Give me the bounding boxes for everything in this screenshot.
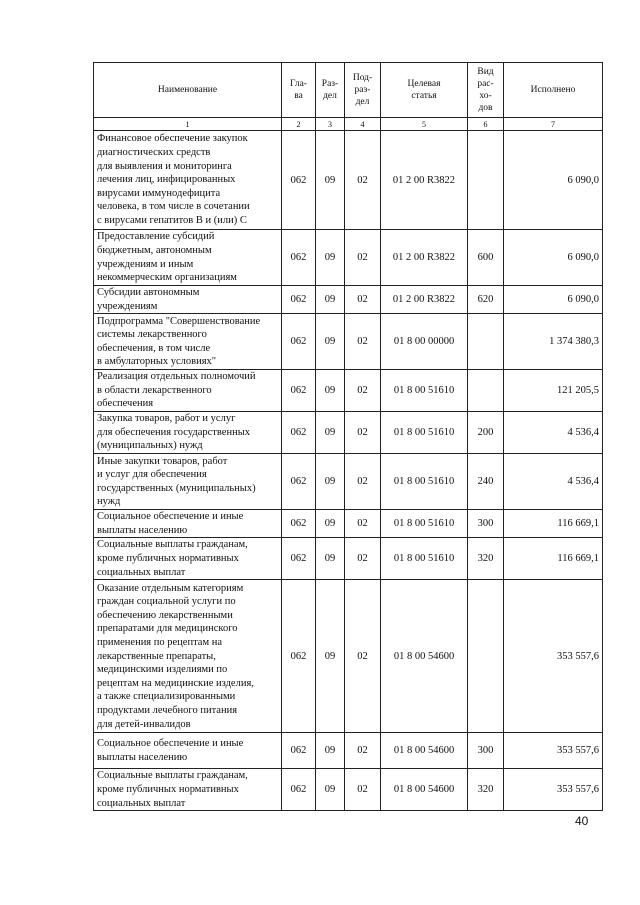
table-row (94, 370, 603, 412)
table-row (94, 314, 603, 370)
cell-target-article: 01 8 00 51610 (381, 510, 468, 538)
cell-chapter: 062 (282, 370, 316, 412)
table-header (94, 63, 603, 131)
column-number: 6 (468, 118, 504, 131)
column-number-row (94, 118, 603, 131)
cell-target-article: 01 8 00 54600 (381, 733, 468, 769)
page-number: 40 (575, 814, 589, 828)
cell-section: 09 (316, 733, 345, 769)
cell-chapter: 062 (282, 538, 316, 580)
cell-subsection: 02 (345, 769, 381, 811)
cell-expense-type: 300 (468, 733, 504, 769)
table-row (94, 286, 603, 314)
cell-executed: 6 090,0 (504, 131, 603, 230)
cell-target-article: 01 8 00 51610 (381, 370, 468, 412)
cell-executed: 4 536,4 (504, 412, 603, 454)
column-number: 2 (282, 118, 316, 131)
cell-subsection: 02 (345, 314, 381, 370)
cell-chapter: 062 (282, 454, 316, 510)
cell-expense-type: 200 (468, 412, 504, 454)
cell-subsection: 02 (345, 286, 381, 314)
table-row (94, 131, 603, 230)
cell-executed: 353 557,6 (504, 580, 603, 733)
header-row (94, 63, 603, 118)
budget-table (93, 62, 603, 811)
cell-subsection: 02 (345, 454, 381, 510)
table-row (94, 580, 603, 733)
cell-expense-type (468, 370, 504, 412)
cell-executed: 121 205,5 (504, 370, 603, 412)
cell-target-article: 01 8 00 54600 (381, 769, 468, 811)
header-subsection: Под- раз- дел (345, 63, 381, 118)
column-number: 4 (345, 118, 381, 131)
header-executed: Исполнено (504, 63, 603, 118)
cell-executed: 353 557,6 (504, 733, 603, 769)
cell-executed: 353 557,6 (504, 769, 603, 811)
table-row (94, 454, 603, 510)
cell-chapter: 062 (282, 769, 316, 811)
cell-target-article: 01 2 00 R3822 (381, 230, 468, 286)
cell-subsection: 02 (345, 370, 381, 412)
cell-name: Предоставление субсидий бюджетным, автономным учреждениям и иным некоммерческим организациям (94, 230, 282, 286)
cell-name: Субсидии автономным учреждениям (94, 286, 282, 314)
cell-executed: 116 669,1 (504, 538, 603, 580)
cell-subsection: 02 (345, 131, 381, 230)
cell-name: Иные закупки товаров, работ и услуг для обеспечения государственных (муниципальных) нужд (94, 454, 282, 510)
cell-executed: 1 374 380,3 (504, 314, 603, 370)
header-name: Наименование (94, 63, 282, 118)
column-number: 3 (316, 118, 345, 131)
cell-chapter: 062 (282, 510, 316, 538)
cell-expense-type: 600 (468, 230, 504, 286)
cell-expense-type: 300 (468, 510, 504, 538)
cell-target-article: 01 8 00 51610 (381, 454, 468, 510)
cell-subsection: 02 (345, 538, 381, 580)
cell-chapter: 062 (282, 733, 316, 769)
cell-name: Финансовое обеспечение закупок диагностических средств для выявления и мониторинга лечения лиц, инфицированных вирусами иммунодефицита человека, в том числе в сочетании с вирусами гепатитов В и (или) С (94, 131, 282, 230)
cell-target-article: 01 8 00 54600 (381, 580, 468, 733)
cell-subsection: 02 (345, 230, 381, 286)
cell-name: Социальные выплаты гражданам, кроме публичных нормативных социальных выплат (94, 538, 282, 580)
cell-target-article: 01 8 00 51610 (381, 538, 468, 580)
table-row (94, 733, 603, 769)
cell-subsection: 02 (345, 412, 381, 454)
cell-chapter: 062 (282, 412, 316, 454)
header-section: Раз- дел (316, 63, 345, 118)
cell-expense-type: 320 (468, 769, 504, 811)
cell-chapter: 062 (282, 230, 316, 286)
cell-expense-type: 240 (468, 454, 504, 510)
cell-name: Закупка товаров, работ и услуг для обеспечения государственных (муниципальных) нужд (94, 412, 282, 454)
cell-name: Оказание отдельным категориям граждан социальной услуги по обеспечению лекарственными препаратами для медицинского применения по рецептам на лекарственные препараты, медицинскими изделиями по рецептам на медицинские изделия, а также специализированными продуктами лечебного питания для детей-инвалидов (94, 580, 282, 733)
table-row (94, 230, 603, 286)
cell-name: Социальное обеспечение и иные выплаты населению (94, 510, 282, 538)
column-number: 5 (381, 118, 468, 131)
cell-subsection: 02 (345, 733, 381, 769)
cell-subsection: 02 (345, 510, 381, 538)
cell-name: Социальное обеспечение и иные выплаты населению (94, 733, 282, 769)
cell-expense-type (468, 314, 504, 370)
cell-executed: 116 669,1 (504, 510, 603, 538)
cell-expense-type: 320 (468, 538, 504, 580)
cell-subsection: 02 (345, 580, 381, 733)
cell-chapter: 062 (282, 131, 316, 230)
cell-section: 09 (316, 286, 345, 314)
header-target: Целевая статья (381, 63, 468, 118)
cell-name: Реализация отдельных полномочий в области лекарственного обеспечения (94, 370, 282, 412)
cell-target-article: 01 8 00 00000 (381, 314, 468, 370)
cell-chapter: 062 (282, 314, 316, 370)
table-row (94, 538, 603, 580)
cell-section: 09 (316, 538, 345, 580)
cell-section: 09 (316, 510, 345, 538)
cell-section: 09 (316, 370, 345, 412)
cell-target-article: 01 8 00 51610 (381, 412, 468, 454)
cell-section: 09 (316, 230, 345, 286)
header-chapter: Гла- ва (282, 63, 316, 118)
cell-section: 09 (316, 580, 345, 733)
cell-expense-type (468, 131, 504, 230)
cell-chapter: 062 (282, 286, 316, 314)
column-number: 7 (504, 118, 603, 131)
cell-expense-type: 620 (468, 286, 504, 314)
table-body (94, 131, 603, 811)
cell-section: 09 (316, 131, 345, 230)
cell-executed: 4 536,4 (504, 454, 603, 510)
cell-section: 09 (316, 412, 345, 454)
column-number: 1 (94, 118, 282, 131)
cell-executed: 6 090,0 (504, 230, 603, 286)
table-row (94, 510, 603, 538)
header-expense-type: Вид рас- хо- дов (468, 63, 504, 118)
cell-expense-type (468, 580, 504, 733)
table-row (94, 769, 603, 811)
cell-target-article: 01 2 00 R3822 (381, 131, 468, 230)
cell-chapter: 062 (282, 580, 316, 733)
cell-section: 09 (316, 454, 345, 510)
cell-executed: 6 090,0 (504, 286, 603, 314)
cell-section: 09 (316, 314, 345, 370)
table-row (94, 412, 603, 454)
cell-name: Подпрограмма "Совершенствование системы лекарственного обеспечения, в том числе в амбулаторных условиях" (94, 314, 282, 370)
cell-target-article: 01 2 00 R3822 (381, 286, 468, 314)
cell-section: 09 (316, 769, 345, 811)
cell-name: Социальные выплаты гражданам, кроме публичных нормативных социальных выплат (94, 769, 282, 811)
